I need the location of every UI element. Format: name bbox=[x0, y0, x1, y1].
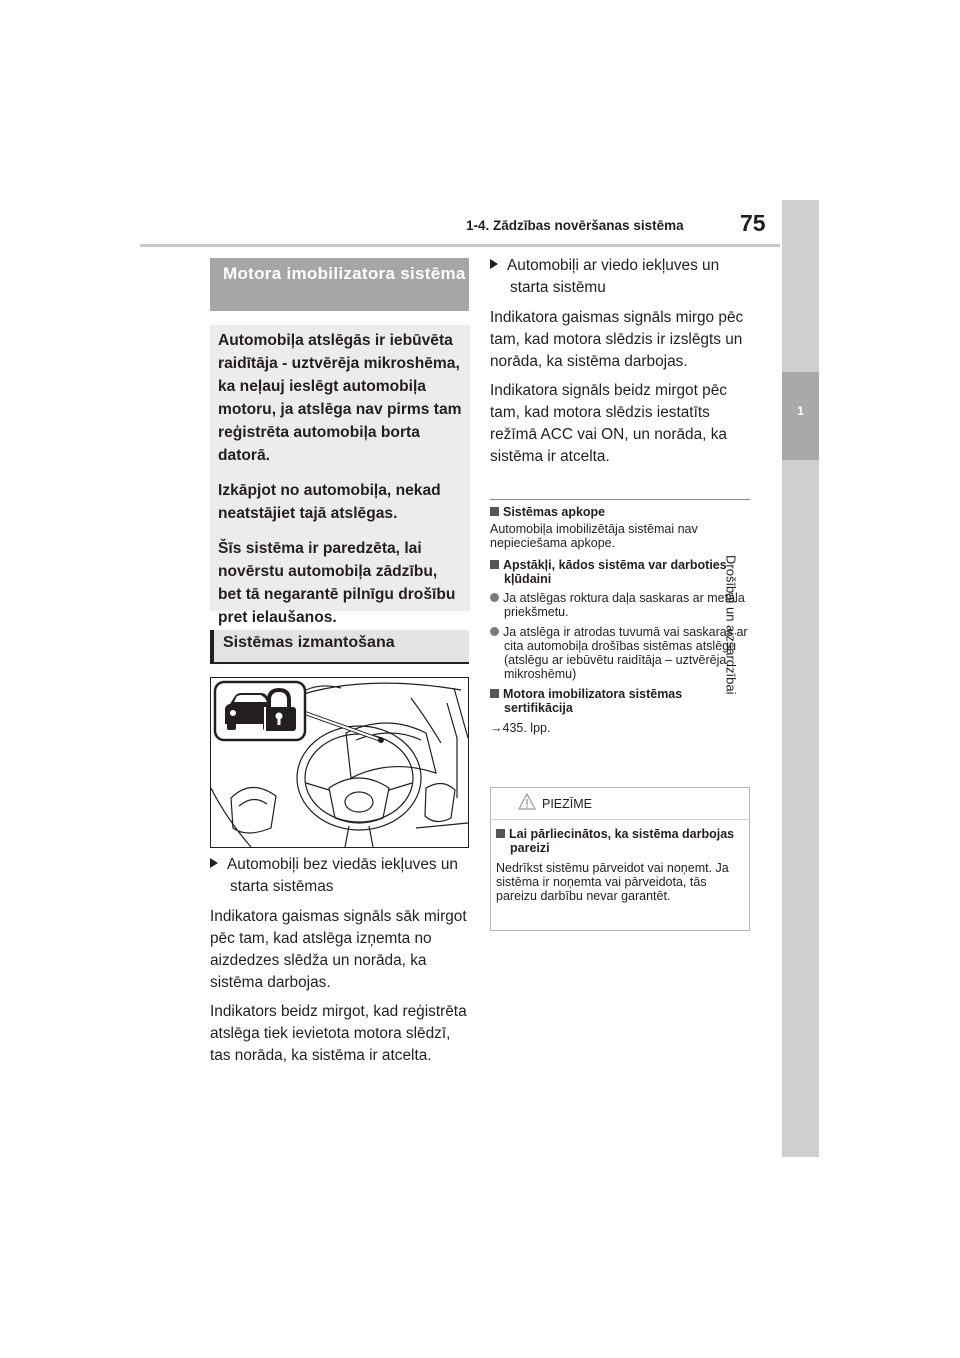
header-divider bbox=[140, 244, 780, 247]
dashboard-drawing bbox=[211, 678, 468, 847]
case-item: Automobiļi bez viedās iekļuves un starta sistēmas bbox=[210, 854, 472, 898]
warning-icon bbox=[518, 793, 536, 810]
page-number: 75 bbox=[740, 210, 766, 236]
intro-paragraph: Šīs sistēma ir paredzēta, lai novērstu automobiļa zādzību, bet tā negarantē pilnīgu drošību pret ielaušanos. bbox=[218, 540, 456, 626]
note-heading: Apstākļi, kādos sistēma var darboties kļūdaini bbox=[490, 558, 752, 586]
body-paragraph: Indikatora gaismas signāls sāk mirgot pēc tam, kad atslēga izņemta no aizdedzes slēdža un norāda, ka sistēma darbojas. bbox=[210, 908, 467, 991]
body-paragraph: Indikators beidz mirgot, kad reģistrēta atslēga tiek ievietota motora slēdzī, tas norāda, ka sistēma ir atcelta. bbox=[210, 1003, 467, 1064]
square-bullet-icon bbox=[490, 560, 499, 569]
square-bullet-icon bbox=[490, 689, 499, 698]
dot-bullet-icon bbox=[490, 593, 499, 602]
section-title: 1-4. Zādzības novēršanas sistēma bbox=[466, 218, 684, 233]
sub-heading-rule bbox=[210, 662, 469, 664]
notice-box bbox=[490, 787, 750, 931]
note-heading: Sistēmas apkope bbox=[490, 505, 752, 519]
notice-title-row bbox=[491, 788, 749, 820]
section-heading: Motora imobilizatora sistēma bbox=[210, 258, 469, 311]
notice-text: Nedrīkst sistēmu pārveidot vai noņemt. Ja sistēma ir noņemta vai pārveidota, tās pareizu darbību nevar garantēt. bbox=[496, 861, 729, 903]
chapter-title: Drošībai un aizsardzībai bbox=[723, 555, 739, 695]
square-bullet-icon bbox=[490, 507, 499, 516]
note-bullet: Ja atslēgas roktura daļa saskaras ar metāla priekšmetu. bbox=[490, 591, 752, 619]
notice-title: PIEZĪME bbox=[542, 797, 593, 811]
side-tab bbox=[782, 200, 819, 1157]
chapter-number: 1 bbox=[797, 404, 804, 418]
note-text: Automobiļa imobilizētāja sistēmai nav nepieciešama apkope. bbox=[490, 522, 698, 550]
dashboard-illustration bbox=[210, 677, 469, 848]
intro-box bbox=[210, 325, 470, 626]
note-bullet: Ja atslēga ir atrodas tuvumā vai saskaras ar cita automobiļa drošības sistēmas atslēgu (atslēgu ar iebūvētu raidītāja – uztvērēja mikroshēmu) bbox=[490, 625, 752, 681]
square-bullet-icon bbox=[496, 829, 505, 838]
triangle-bullet-icon bbox=[490, 259, 498, 269]
page-reference-link[interactable]: →435. lpp. bbox=[490, 721, 551, 735]
case-item: Automobiļi ar viedo iekļuves un starta sistēmu bbox=[490, 255, 750, 299]
body-paragraph: Indikatora signāls beidz mirgot pēc tam, kad motora slēdzis iestatīts režīmā ACC vai ON, un norāda, ka sistēma ir atcelta. bbox=[490, 382, 727, 465]
notes-divider bbox=[490, 499, 750, 500]
chapter-tab bbox=[782, 372, 819, 460]
right-body bbox=[490, 255, 750, 475]
notice-body bbox=[491, 820, 749, 903]
notes bbox=[490, 505, 752, 743]
notice-heading: Lai pārliecinātos, ka sistēma darbojas pareizi bbox=[496, 827, 744, 855]
intro-paragraph: Izkāpjot no automobiļa, nekad neatstājiet tajā atslēgas. bbox=[218, 482, 441, 522]
left-body bbox=[210, 854, 472, 1074]
note-heading: Motora imobilizatora sistēmas sertifikācija bbox=[490, 687, 752, 715]
intro-paragraph: Automobiļa atslēgās ir iebūvēta raidītāja - uztvērēja mikroshēma, ka neļauj ieslēgt automobiļa motoru, ja atslēga nav pirms tam reģistrēta automobiļa borta datorā. bbox=[218, 332, 462, 464]
triangle-bullet-icon bbox=[210, 858, 218, 868]
dot-bullet-icon bbox=[490, 627, 499, 636]
body-paragraph: Indikatora gaismas signāls mirgo pēc tam, kad motora slēdzis ir izslēgts un norāda, ka sistēma darbojas. bbox=[490, 309, 744, 370]
sub-heading: Sistēmas izmantošana bbox=[210, 630, 469, 662]
